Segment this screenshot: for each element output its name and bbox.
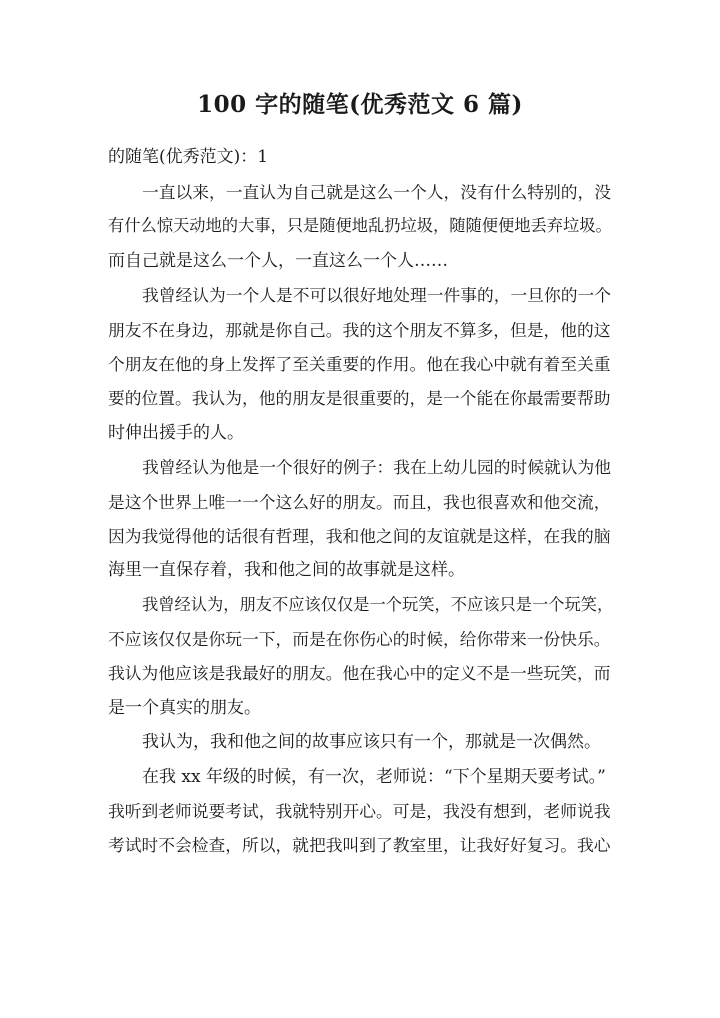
text-line: 一直以来，一直认为自己就是这么一个人，没有什么特别的，没 [142, 182, 612, 202]
text-line: 朋友不在身边，那就是你自己。我的这个朋友不算多，但是，他的这 [108, 319, 611, 340]
text-line: 在我 xx 年级的时候，有一次，老师说：“下个星期天要考试。” [142, 766, 606, 787]
text-line: 是一个真实的朋友。 [108, 697, 261, 718]
text-line: 我认为他应该是我最好的朋友。他在我心中的定义不是一些玩笑，而 [108, 663, 611, 684]
document-title: 100 字的随笔(优秀范文 6 篇) [197, 91, 523, 118]
text-line: 要的位置。我认为，他的朋友是很重要的，是一个能在你最需要帮助 [108, 388, 611, 409]
text-line: 有什么惊天动地的大事，只是随便地乱扔垃圾，随随便便地丢弃垃圾。 [108, 216, 612, 236]
text-line: 海里一直保存着，我和他之间的故事就是这样。 [108, 560, 465, 581]
text-line: 不应该仅仅是你玩一下，而是在你伤心的时候，给你带来一份快乐。 [108, 629, 611, 650]
text-line: 我听到老师说要考试，我就特别开心。可是，我没有想到，老师说我 [108, 801, 611, 822]
text-line: 因为我觉得他的话很有哲理，我和他之间的友谊就是这样，在我的脑 [108, 525, 611, 546]
text-line: 是这个世界上唯一一个这么好的朋友。而且，我也很喜欢和他交流， [108, 491, 611, 512]
text-line: 而自己就是这么一个人，一直这么一个人…… [108, 250, 448, 271]
text-line: 我曾经认为，朋友不应该仅仅是一个玩笑，不应该只是一个玩笑， [142, 594, 614, 614]
text-line: 考试时不会检查，所以，就把我叫到了教室里，让我好好复习。我心 [108, 835, 611, 856]
text-line: 我认为，我和他之间的故事应该只有一个，那就是一次偶然。 [142, 732, 601, 753]
document-body [108, 175, 614, 863]
document-subtitle: 的随笔(优秀范文)：1 [108, 147, 269, 167]
text-line: 个朋友在他的身上发挥了至关重要的作用。他在我心中就有着至关重 [108, 353, 611, 374]
text-line: 我曾经认为一个人是不可以很好地处理一件事的，一旦你的一个 [142, 285, 612, 306]
text-line: 时伸出援手的人。 [108, 422, 244, 443]
text-line: 我曾经认为他是一个很好的例子：我在上幼儿园的时候就认为他 [142, 457, 612, 478]
